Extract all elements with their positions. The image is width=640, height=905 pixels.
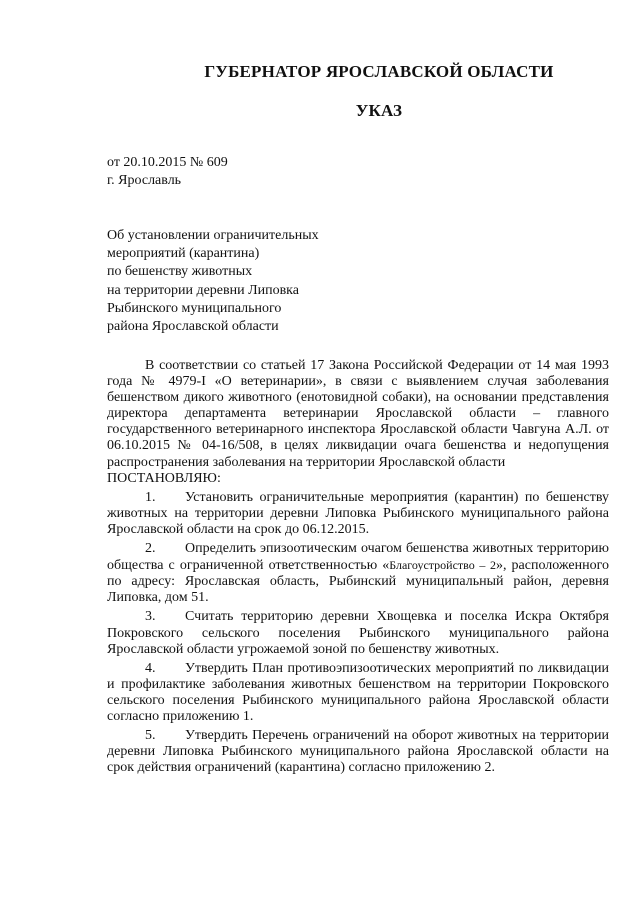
resolution-item-2 <box>107 541 609 606</box>
item-number: 1. <box>145 489 156 505</box>
resolution-item-1 <box>107 490 609 538</box>
subject-line: по бешенству животных <box>107 264 253 280</box>
item-text: Утвердить План противоэпизоотических мероприятий по ликвидации и профилактике заболевания животных бешенством на территории Покровского сельского поселения Рыбинского муниципального района Ярославской области согласно приложению 1. <box>107 660 609 724</box>
document-body <box>107 358 609 776</box>
authority-heading: ГУБЕРНАТОР ЯРОСЛАВСКОЙ ОБЛАСТИ <box>204 62 554 81</box>
item-number: 2. <box>145 541 156 557</box>
subject-line: Рыбинского муниципального <box>107 300 282 316</box>
document-type-heading: УКАЗ <box>355 101 403 120</box>
subject-line: на территории деревни Липовка <box>107 282 299 298</box>
item-text: Утвердить Перечень ограничений на оборот животных на территории деревни Липовка Рыбинского муниципального района Ярославской области на срок действия ограничений (карантина) согласно приложению 2. <box>107 728 609 776</box>
organization-name: Благоустройство – 2 <box>389 558 496 573</box>
resolution-item-4 <box>107 661 609 725</box>
resolution-item-3 <box>107 609 609 657</box>
item-text: », расположенного по адресу: Ярославская область, Рыбинский муниципальный район, деревня Липовка, дом 51. <box>107 558 609 606</box>
subject-line: мероприятий (карантина) <box>107 246 260 262</box>
resolution-item-5 <box>107 728 609 776</box>
item-number: 3. <box>145 609 156 625</box>
item-text: Определить эпизоотическим очагом бешенства животных территорию общества с ограниченной ответственностью « <box>107 541 609 574</box>
item-number: 4. <box>145 660 156 676</box>
date-number: от 20.10.2015 № 609 <box>107 155 228 170</box>
subject-line: Об установлении ограничительных <box>107 228 319 243</box>
preamble-paragraph: В соответствии со статьей 17 Закона Российской Федерации от 14 мая 1993 года № 4979-I «О ветеринарии», в связи с выявлением случая заболевания бешенством дикого животного (енотовидной собаки), на основании представления директора департамента ветеринарии Ярославской области – главного государственного ветеринарного инспектора Ярославской области Чавгуна А.Л. от 06.10.2015 № 04-16/508, в целях ликвидации очага бешенства и недопущения распространения заболевания на территории Ярославской области <box>107 358 609 470</box>
resolve-word: ПОСТАНОВЛЯЮ: <box>107 470 221 486</box>
document-subject <box>107 227 319 336</box>
subject-line: района Ярославской области <box>107 319 279 335</box>
item-number: 5. <box>145 728 156 744</box>
item-text: Установить ограничительные мероприятия (карантин) по бешенству животных на территории деревни Липовка Рыбинского муниципального района Ярославской области на срок до 06.12.2015. <box>107 489 609 537</box>
document-meta <box>107 154 228 190</box>
item-text: Считать территорию деревни Хвощевка и поселка Искра Октября Покровского сельского поселения Рыбинского муниципального района Ярославской области угрожаемой зоной по бешенству животных. <box>107 609 609 657</box>
city: г. Ярославль <box>107 173 182 188</box>
